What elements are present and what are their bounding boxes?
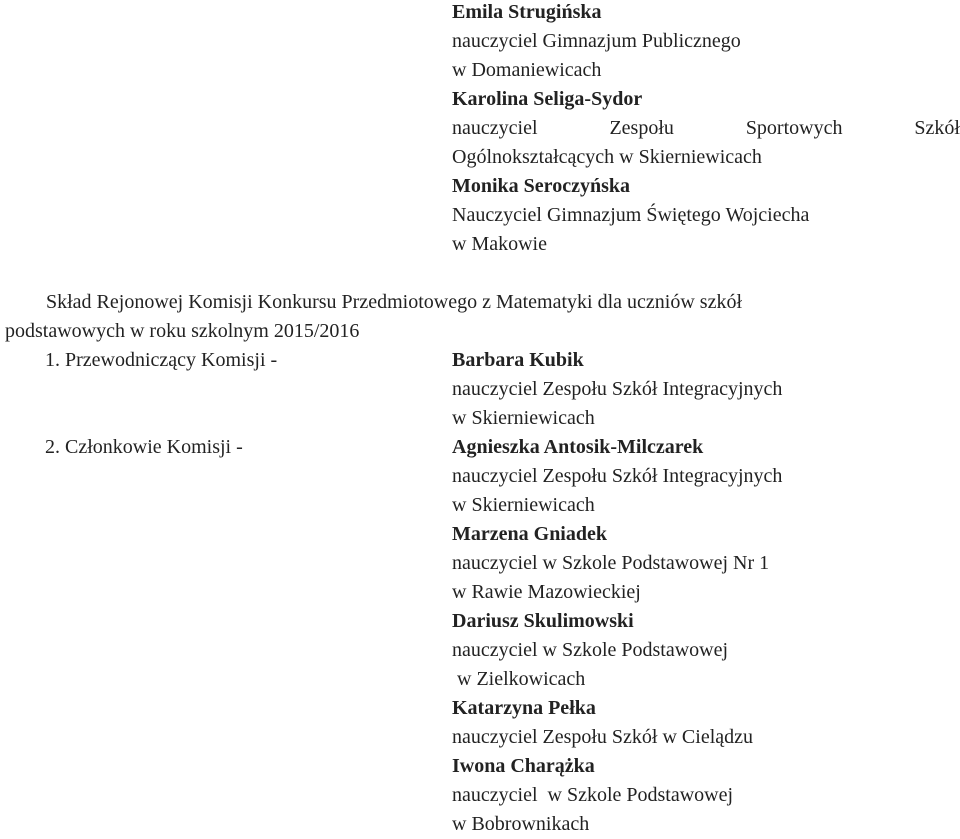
member-name: Dariusz Skulimowski xyxy=(452,610,634,632)
member-name: Katarzyna Pełka xyxy=(452,697,596,719)
member-name: Marzena Gniadek xyxy=(452,523,607,545)
member-affiliation-justified xyxy=(452,114,960,143)
word: Zespołu xyxy=(609,117,674,139)
section-title-line-1: Skład Rejonowej Komisji Konkursu Przedmiotowego z Matematyki dla uczniów szkół xyxy=(46,291,742,313)
member-location: w Zielkowicach xyxy=(457,668,586,690)
member-affiliation: nauczyciel Zespołu Szkół w Cielądzu xyxy=(452,726,754,748)
members-label: 2. Członkowie Komisji - xyxy=(45,436,243,458)
chair-location: w Skierniewicach xyxy=(452,407,595,429)
member-name: Monika Seroczyńska xyxy=(452,175,630,197)
member-name: Iwona Charążka xyxy=(452,755,595,777)
chair-affiliation: nauczyciel Zespołu Szkół Integracyjnych xyxy=(452,378,783,400)
member-name: Karolina Seliga-Sydor xyxy=(452,88,643,110)
chair-label: 1. Przewodniczący Komisji - xyxy=(45,349,278,371)
member-location: w Rawie Mazowieckiej xyxy=(452,581,641,603)
member-location: w Domaniewicach xyxy=(452,59,602,81)
word: Sportowych xyxy=(745,117,843,139)
member-location: w Makowie xyxy=(452,233,547,255)
word: nauczyciel xyxy=(452,117,538,139)
member-name: Agnieszka Antosik-Milczarek xyxy=(452,436,704,458)
member-location: w Bobrownikach xyxy=(452,813,590,835)
section-title-line-2: podstawowych w roku szkolnym 2015/2016 xyxy=(5,320,360,342)
member-affiliation: Nauczyciel Gimnazjum Świętego Wojciecha xyxy=(452,204,810,226)
chair-name: Barbara Kubik xyxy=(452,349,584,371)
member-affiliation: nauczyciel w Szkole Podstawowej xyxy=(452,784,734,806)
member-affiliation: nauczyciel Gimnazjum Publicznego xyxy=(452,30,741,52)
member-location: Ogólnokształcących w Skierniewicach xyxy=(452,146,762,168)
member-affiliation: nauczyciel w Szkole Podstawowej xyxy=(452,639,729,661)
member-affiliation: nauczyciel Zespołu Szkół Integracyjnych xyxy=(452,465,783,487)
member-affiliation: nauczyciel w Szkole Podstawowej Nr 1 xyxy=(452,552,770,574)
member-name: Emila Strugińska xyxy=(452,1,602,23)
word: Szkół xyxy=(914,117,960,139)
member-location: w Skierniewicach xyxy=(452,494,595,516)
